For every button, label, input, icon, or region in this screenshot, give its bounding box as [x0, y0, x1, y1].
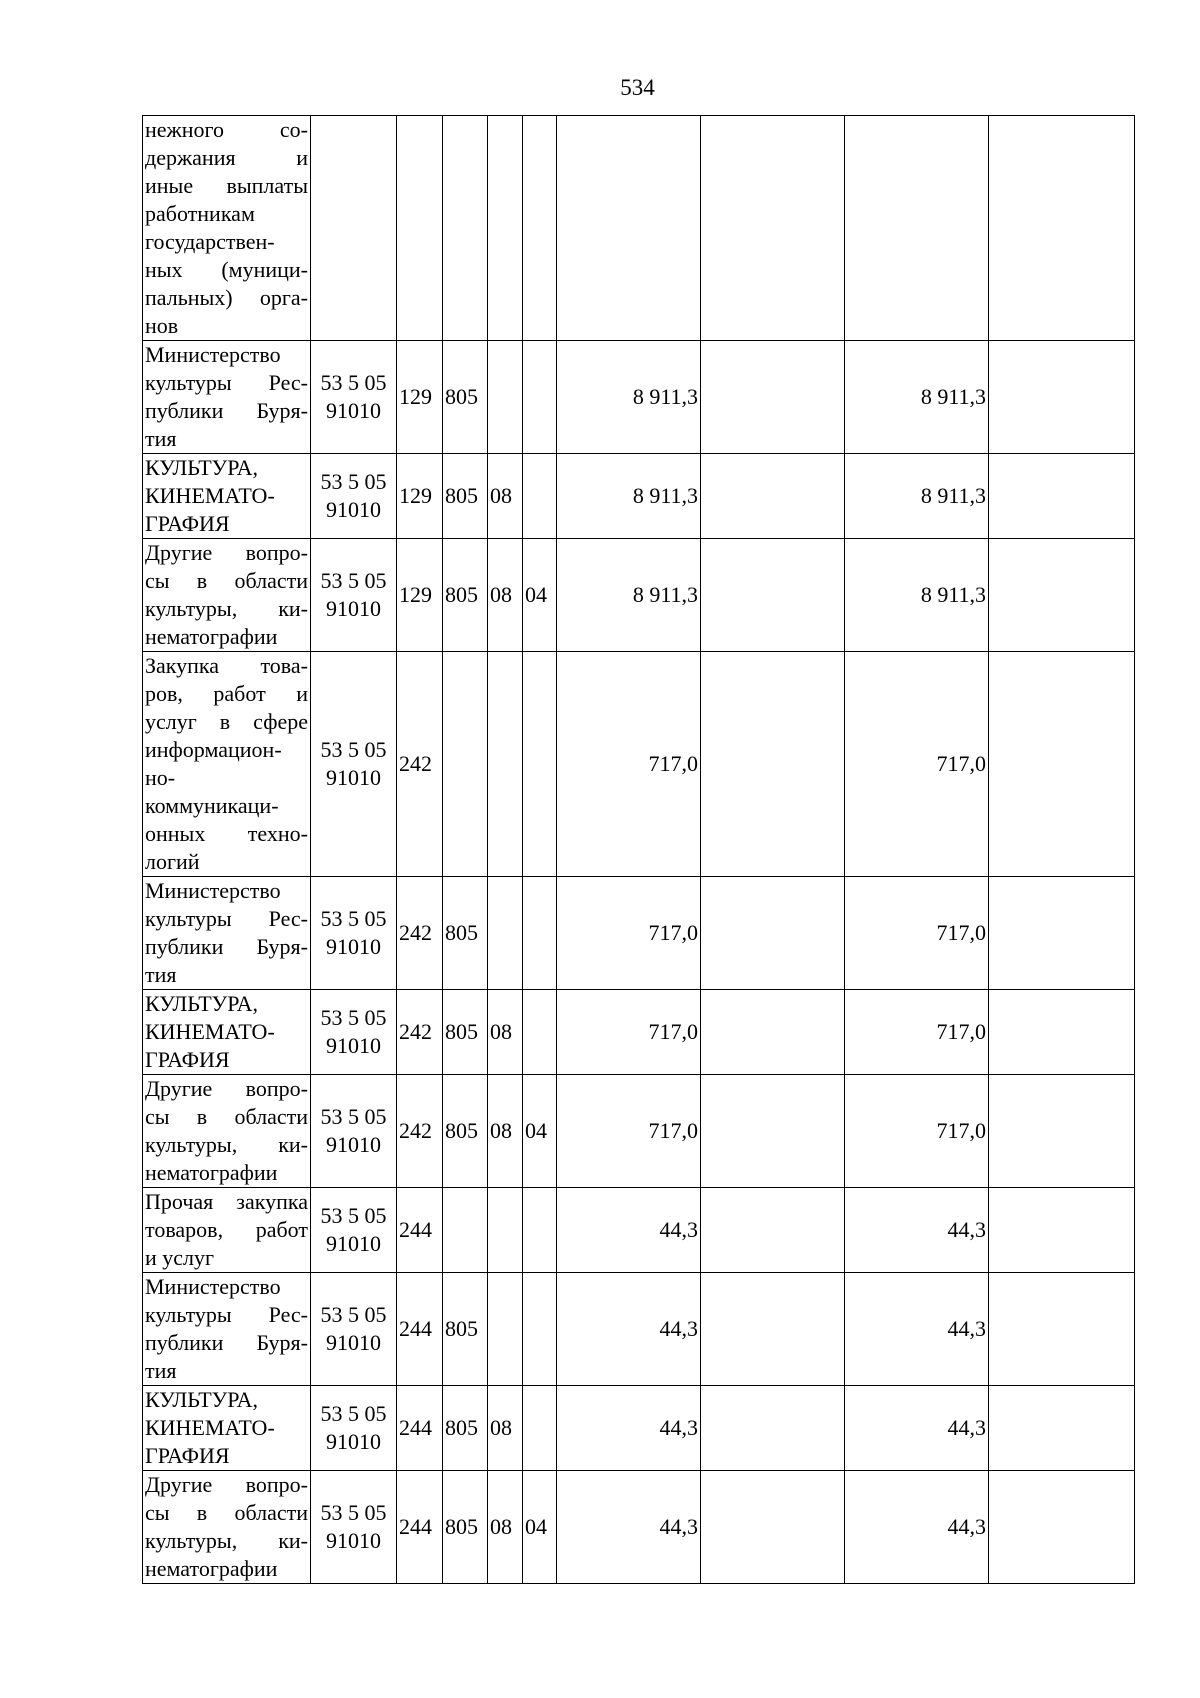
target-article-cell: [311, 539, 397, 652]
target-article-line: 53 5 05: [320, 469, 387, 494]
row-name-line: сы в области: [145, 568, 308, 593]
row-name-line: Министерство: [145, 1274, 281, 1299]
table-row: [143, 1075, 1135, 1188]
row-name-line: КИНЕМАТО-: [145, 483, 275, 508]
row-name-cell: [143, 990, 311, 1075]
row-name-line: публики Буря-: [145, 398, 308, 423]
row-name-line: культуры, ки-: [145, 596, 308, 621]
row-name-cell: [143, 539, 311, 652]
section-code-cell: [488, 1273, 523, 1386]
section-code-cell: [488, 652, 523, 877]
row-name-line: информацион-: [145, 737, 282, 762]
subsection-code-cell: [523, 1188, 557, 1273]
budget-table: [142, 115, 1135, 1584]
row-name-line: и услуг: [145, 1245, 215, 1270]
section-code-cell: 08: [488, 1075, 523, 1188]
amount-federal-cell: [701, 652, 845, 877]
amount-federal-cell: [701, 990, 845, 1075]
expense-type-cell: 244: [397, 1471, 443, 1584]
row-name-line: нов: [145, 313, 179, 338]
grbs-code-cell: 805: [443, 1075, 488, 1188]
amount-regional-cell: 717,0: [845, 652, 989, 877]
target-article-line: 53 5 05: [320, 568, 387, 593]
row-name-cell: [143, 1386, 311, 1471]
grbs-code-cell: [443, 1188, 488, 1273]
grbs-code-cell: 805: [443, 877, 488, 990]
row-name-cell: [143, 652, 311, 877]
row-name-line: тия: [145, 1358, 177, 1383]
row-name-line: логий: [145, 849, 200, 874]
row-name-line: иные выплаты: [145, 173, 308, 198]
amount-other-cell: [989, 1273, 1135, 1386]
table-row: [143, 1386, 1135, 1471]
table-body: [143, 116, 1135, 1584]
target-article-line: 91010: [326, 765, 381, 790]
row-name-line: КУЛЬТУРА,: [145, 455, 259, 480]
amount-total-cell: 44,3: [557, 1188, 701, 1273]
table-row: [143, 539, 1135, 652]
amount-regional-cell: 44,3: [845, 1188, 989, 1273]
subsection-code-cell: 04: [523, 539, 557, 652]
amount-federal-cell: [701, 1471, 845, 1584]
expense-type-cell: 244: [397, 1273, 443, 1386]
expense-type-cell: 242: [397, 990, 443, 1075]
amount-federal-cell: [701, 1075, 845, 1188]
row-name-line: товаров, работ: [145, 1217, 308, 1242]
target-article-line: 53 5 05: [320, 1401, 387, 1426]
amount-federal-cell: [701, 1273, 845, 1386]
amount-regional-cell: 8 911,3: [845, 341, 989, 454]
amount-regional-cell: 717,0: [845, 877, 989, 990]
amount-federal-cell: [701, 116, 845, 341]
row-name-line: культуры Рес-: [145, 906, 308, 931]
target-article-cell: [311, 1386, 397, 1471]
row-name-line: Другие вопро-: [145, 540, 308, 565]
row-name-line: Закупка това-: [145, 653, 308, 678]
row-name-line: нематографии: [145, 1556, 278, 1581]
amount-other-cell: [989, 1075, 1135, 1188]
row-name-cell: [143, 1075, 311, 1188]
row-name-line: нежного со-: [145, 117, 308, 142]
target-article-line: 91010: [326, 1330, 381, 1355]
row-name-line: Другие вопро-: [145, 1472, 308, 1497]
amount-federal-cell: [701, 341, 845, 454]
subsection-code-cell: [523, 1386, 557, 1471]
target-article-cell: [311, 1188, 397, 1273]
amount-other-cell: [989, 990, 1135, 1075]
amount-regional-cell: 8 911,3: [845, 539, 989, 652]
row-name-line: Министерство: [145, 878, 281, 903]
section-code-cell: 08: [488, 539, 523, 652]
row-name-line: ров, работ и: [145, 681, 308, 706]
amount-total-cell: 44,3: [557, 1273, 701, 1386]
row-name-line: нематографии: [145, 1160, 278, 1185]
row-name-cell: [143, 1188, 311, 1273]
subsection-code-cell: [523, 341, 557, 454]
grbs-code-cell: 805: [443, 1471, 488, 1584]
row-name-line: ГРАФИЯ: [145, 1443, 230, 1468]
table-row: [143, 990, 1135, 1075]
target-article-cell: [311, 652, 397, 877]
amount-regional-cell: 44,3: [845, 1386, 989, 1471]
subsection-code-cell: [523, 116, 557, 341]
target-article-line: 91010: [326, 1033, 381, 1058]
grbs-code-cell: 805: [443, 341, 488, 454]
amount-regional-cell: 717,0: [845, 990, 989, 1075]
grbs-code-cell: 805: [443, 990, 488, 1075]
grbs-code-cell: [443, 652, 488, 877]
amount-other-cell: [989, 341, 1135, 454]
amount-other-cell: [989, 1471, 1135, 1584]
amount-total-cell: 44,3: [557, 1386, 701, 1471]
grbs-code-cell: 805: [443, 1273, 488, 1386]
amount-total-cell: 717,0: [557, 1075, 701, 1188]
amount-total-cell: [557, 116, 701, 341]
row-name-cell: [143, 341, 311, 454]
target-article-line: 53 5 05: [320, 1500, 387, 1525]
row-name-line: КИНЕМАТО-: [145, 1019, 275, 1044]
amount-other-cell: [989, 116, 1135, 341]
amount-regional-cell: 44,3: [845, 1273, 989, 1386]
grbs-code-cell: 805: [443, 1386, 488, 1471]
target-article-line: 53 5 05: [320, 1005, 387, 1030]
target-article-line: 53 5 05: [320, 906, 387, 931]
target-article-line: 53 5 05: [320, 370, 387, 395]
row-name-line: коммуникаци-: [145, 793, 279, 818]
subsection-code-cell: [523, 652, 557, 877]
amount-other-cell: [989, 652, 1135, 877]
target-article-line: 91010: [326, 1132, 381, 1157]
amount-other-cell: [989, 1188, 1135, 1273]
section-code-cell: [488, 116, 523, 341]
table-row: [143, 341, 1135, 454]
amount-regional-cell: [845, 116, 989, 341]
target-article-cell: [311, 454, 397, 539]
target-article-line: 91010: [326, 1231, 381, 1256]
subsection-code-cell: [523, 877, 557, 990]
subsection-code-cell: [523, 990, 557, 1075]
row-name-cell: [143, 1273, 311, 1386]
row-name-line: культуры, ки-: [145, 1132, 308, 1157]
row-name-line: государствен-: [145, 229, 275, 254]
row-name-line: онных техно-: [145, 821, 308, 846]
target-article-line: 53 5 05: [320, 1203, 387, 1228]
row-name-cell: [143, 116, 311, 341]
target-article-line: 91010: [326, 1528, 381, 1553]
target-article-line: 53 5 05: [320, 737, 387, 762]
subsection-code-cell: [523, 454, 557, 539]
section-code-cell: [488, 1188, 523, 1273]
row-name-line: культуры, ки-: [145, 1528, 308, 1553]
amount-total-cell: 44,3: [557, 1471, 701, 1584]
target-article-line: 91010: [326, 934, 381, 959]
section-code-cell: [488, 341, 523, 454]
row-name-line: услуг в сфере: [145, 709, 308, 734]
section-code-cell: 08: [488, 990, 523, 1075]
row-name-line: КИНЕМАТО-: [145, 1415, 275, 1440]
amount-federal-cell: [701, 1386, 845, 1471]
amount-total-cell: 8 911,3: [557, 341, 701, 454]
section-code-cell: 08: [488, 1471, 523, 1584]
row-name-line: тия: [145, 426, 177, 451]
grbs-code-cell: [443, 116, 488, 341]
expense-type-cell: 242: [397, 877, 443, 990]
subsection-code-cell: 04: [523, 1075, 557, 1188]
amount-federal-cell: [701, 877, 845, 990]
row-name-line: сы в области: [145, 1500, 308, 1525]
target-article-line: 91010: [326, 596, 381, 621]
target-article-cell: [311, 877, 397, 990]
subsection-code-cell: [523, 1273, 557, 1386]
row-name-line: пальных) орга-: [145, 285, 308, 310]
amount-total-cell: 8 911,3: [557, 539, 701, 652]
expense-type-cell: 242: [397, 1075, 443, 1188]
row-name-line: держания и: [145, 145, 308, 170]
amount-total-cell: 717,0: [557, 990, 701, 1075]
grbs-code-cell: 805: [443, 454, 488, 539]
target-article-line: 91010: [326, 398, 381, 423]
row-name-line: Другие вопро-: [145, 1076, 308, 1101]
row-name-cell: [143, 1471, 311, 1584]
target-article-line: 53 5 05: [320, 1104, 387, 1129]
row-name-line: ГРАФИЯ: [145, 1047, 230, 1072]
target-article-cell: [311, 1471, 397, 1584]
expense-type-cell: [397, 116, 443, 341]
grbs-code-cell: 805: [443, 539, 488, 652]
table-row: [143, 1188, 1135, 1273]
row-name-line: культуры Рес-: [145, 370, 308, 395]
table-row: [143, 652, 1135, 877]
amount-regional-cell: 44,3: [845, 1471, 989, 1584]
row-name-line: Министерство: [145, 342, 281, 367]
expense-type-cell: 244: [397, 1188, 443, 1273]
target-article-line: 53 5 05: [320, 1302, 387, 1327]
expense-type-cell: 242: [397, 652, 443, 877]
row-name-line: публики Буря-: [145, 1330, 308, 1355]
table-row: [143, 877, 1135, 990]
page-number: 534: [620, 75, 655, 100]
amount-total-cell: 717,0: [557, 652, 701, 877]
subsection-code-cell: 04: [523, 1471, 557, 1584]
row-name-line: но-: [145, 765, 176, 790]
row-name-line: КУЛЬТУРА,: [145, 991, 259, 1016]
row-name-line: КУЛЬТУРА,: [145, 1387, 259, 1412]
row-name-line: нематографии: [145, 624, 278, 649]
amount-total-cell: 8 911,3: [557, 454, 701, 539]
section-code-cell: [488, 877, 523, 990]
amount-other-cell: [989, 539, 1135, 652]
amount-federal-cell: [701, 539, 845, 652]
section-code-cell: 08: [488, 454, 523, 539]
row-name-line: ных (муници-: [145, 257, 308, 282]
table-row: [143, 1273, 1135, 1386]
row-name-cell: [143, 877, 311, 990]
target-article-cell: [311, 1075, 397, 1188]
amount-regional-cell: 8 911,3: [845, 454, 989, 539]
expense-type-cell: 244: [397, 1386, 443, 1471]
amount-regional-cell: 717,0: [845, 1075, 989, 1188]
amount-total-cell: 717,0: [557, 877, 701, 990]
expense-type-cell: 129: [397, 341, 443, 454]
row-name-line: работникам: [145, 201, 255, 226]
target-article-cell: [311, 990, 397, 1075]
row-name-line: тия: [145, 962, 177, 987]
table-row: [143, 454, 1135, 539]
row-name-cell: [143, 454, 311, 539]
expense-type-cell: 129: [397, 454, 443, 539]
amount-federal-cell: [701, 1188, 845, 1273]
expense-type-cell: 129: [397, 539, 443, 652]
table-row: [143, 116, 1135, 341]
section-code-cell: 08: [488, 1386, 523, 1471]
amount-federal-cell: [701, 454, 845, 539]
table-row: [143, 1471, 1135, 1584]
row-name-line: ГРАФИЯ: [145, 511, 230, 536]
row-name-line: публики Буря-: [145, 934, 308, 959]
row-name-line: сы в области: [145, 1104, 308, 1129]
row-name-line: культуры Рес-: [145, 1302, 308, 1327]
target-article-cell: [311, 1273, 397, 1386]
amount-other-cell: [989, 877, 1135, 990]
target-article-cell: [311, 116, 397, 341]
row-name-line: Прочая закупка: [145, 1189, 308, 1214]
amount-other-cell: [989, 454, 1135, 539]
target-article-line: 91010: [326, 1429, 381, 1454]
target-article-line: 91010: [326, 497, 381, 522]
amount-other-cell: [989, 1386, 1135, 1471]
target-article-cell: [311, 341, 397, 454]
